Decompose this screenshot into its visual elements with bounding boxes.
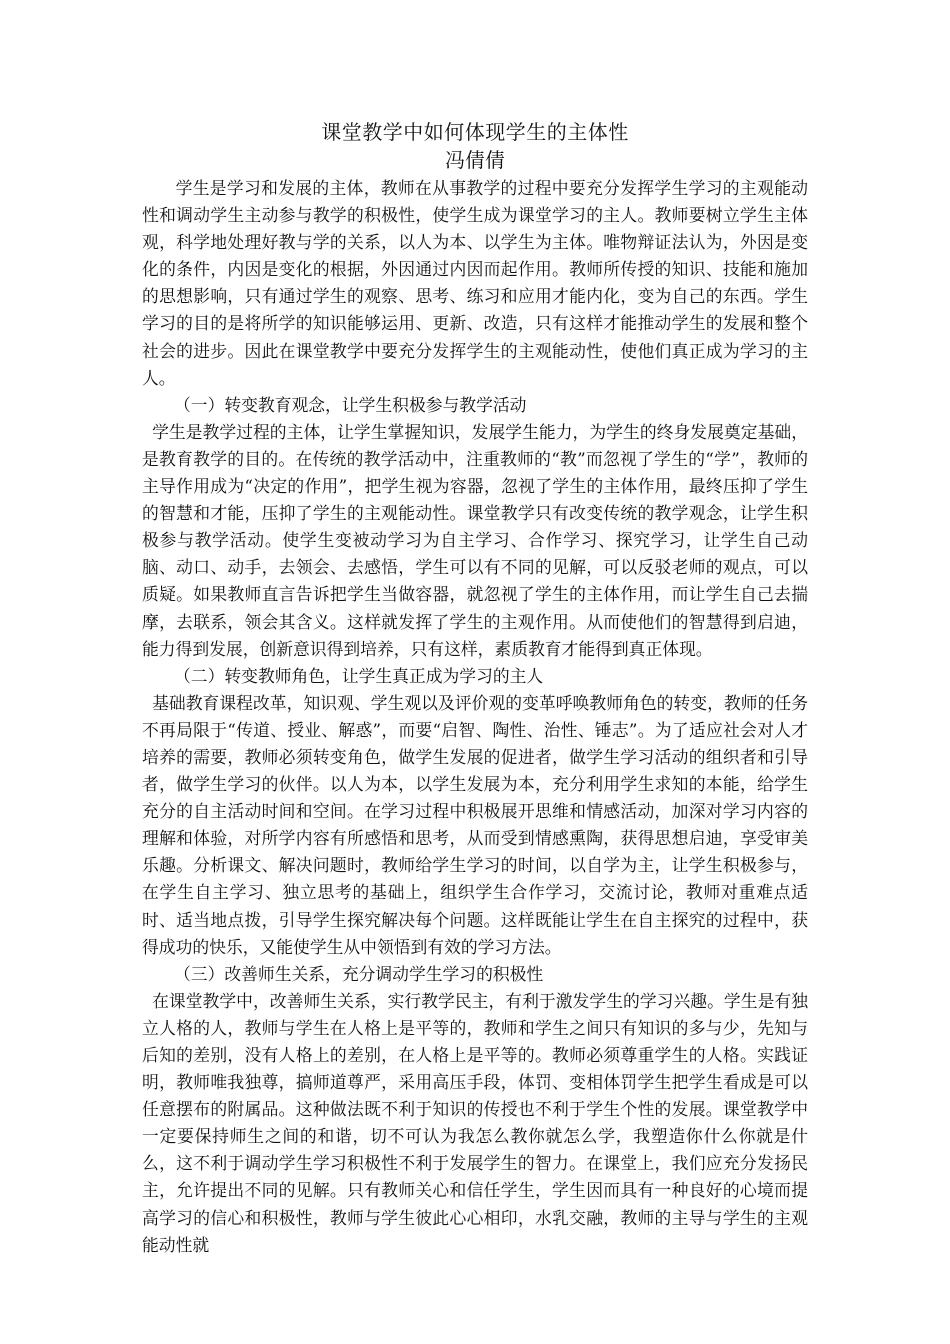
document-title: 课堂教学中如何体现学生的主体性	[321, 120, 629, 144]
section-heading-1: （一）转变教育观念，让学生积极参与教学活动	[174, 394, 527, 415]
section-body-2: 基础教育课程改革，知识观、学生观以及评价观的变革呼唤教师角色的转变，教师的任务不再局限于“传道、授业、解惑”，而要“启智、陶性、治性、锤志”。为了适应社会对人才培养的需要，教师必须转变角色，做学生发展的促进者，做学生学习活动的组织者和引导者，做学生学习的伙伴。以人为本，以学生发展为本，充分利用学生求知的本能，给学生充分的自主活动时间和空间。在学习过程中积极展开思维和情感活动，加深对学习内容的理解和体验，对所学内容有所感悟和思考，从而受到情感熏陶，获得思想启迪，享受审美乐趣。分析课文、解决问题时，教师给学生学习的时间，以自学为主，让学生积极参与，在学生自主学习、独立思考的基础上，组织学生合作学习，交流讨论，教师对重难点适时、适当地点拨，引导学生探究解决每个问题。这样既能让学生在自主探究的过程中，获得成功的快乐，又能使学生从中领悟到有效的学习方法。	[142, 692, 808, 957]
document-page	[142, 118, 808, 1259]
document-author: 冯倩倩	[445, 148, 505, 172]
section-body-1: 学生是教学过程的主体，让学生掌握知识，发展学生能力，为学生的终身发展奠定基础，是教育教学的目的。在传统的教学活动中，注重教师的“教”而忽视了学生的“学”，教师的主导作用成为“决定的作用”，把学生视为容器，忽视了学生的主体作用，最终压抑了学生的智慧和才能，压抑了学生的主观能动性。课堂教学只有改变传统的教学观念，让学生积极参与教学活动。使学生变被动学习为自主学习、合作学习、探究学习，让学生自己动脑、动口、动手，去领会、去感悟，学生可以有不同的见解，可以反驳老师的观点，可以质疑。如果教师直言告诉把学生当做容器，就忽视了学生的主体作用，而让学生自己去揣摩，去联系，领会其含义。这样就发挥了学生的主观作用。从而使他们的智慧得到启迪，能力得到发展，创新意识得到培养，只有这样，素质教育才能得到真正体现。	[142, 421, 808, 659]
section-heading-3: （三）改善师生关系，充分调动学生学习的积极性	[174, 963, 544, 984]
section-heading-2: （二）转变教师角色，让学生真正成为学习的主人	[174, 665, 544, 686]
intro-paragraph: 学生是学习和发展的主体，教师在从事教学的过程中要充分发挥学生学习的主观能动性和调动学生主动参与教学的积极性，使学生成为课堂学习的主人。教师要树立学生主体观，科学地处理好教与学的关系，以人为本、以学生为主体。唯物辩证法认为，外因是变化的条件，内因是变化的根据，外因通过内因而起作用。教师所传授的知识、技能和施加的思想影响，只有通过学生的观察、思考、练习和应用才能内化，变为自己的东西。学生学习的目的是将所学的知识能够运用、更新、改造，只有这样才能推动学生的发展和整个社会的进步。因此在课堂教学中要充分发挥学生的主观能动性，使他们真正成为学习的主人。	[142, 178, 808, 388]
section-body-3: 在课堂教学中，改善师生关系，实行教学民主，有利于激发学生的学习兴趣。学生是有独立人格的人，教师与学生在人格上是平等的，教师和学生之间只有知识的多与少，先知与后知的差别，没有人格上的差别，在人格上是平等的。教师必须尊重学生的人格。实践证明，教师唯我独尊，搞师道尊严，采用高压手段，体罚、变相体罚学生把学生看成是可以任意摆布的附属品。这种做法既不利于知识的传授也不利于学生个性的发展。课堂教学中一定要保持师生之间的和谐，切不可认为我怎么教你就怎么学，我塑造你什么你就是什么，这不利于调动学生学习积极性不利于发展学生的智力。在课堂上，我们应充分发扬民主，允许提出不同的见解。只有教师关心和信任学生，学生因而具有一种良好的心境而提高学习的信心和积极性，教师与学生彼此心心相印，水乳交融，教师的主导与学生的主观能动性就	[142, 990, 808, 1255]
